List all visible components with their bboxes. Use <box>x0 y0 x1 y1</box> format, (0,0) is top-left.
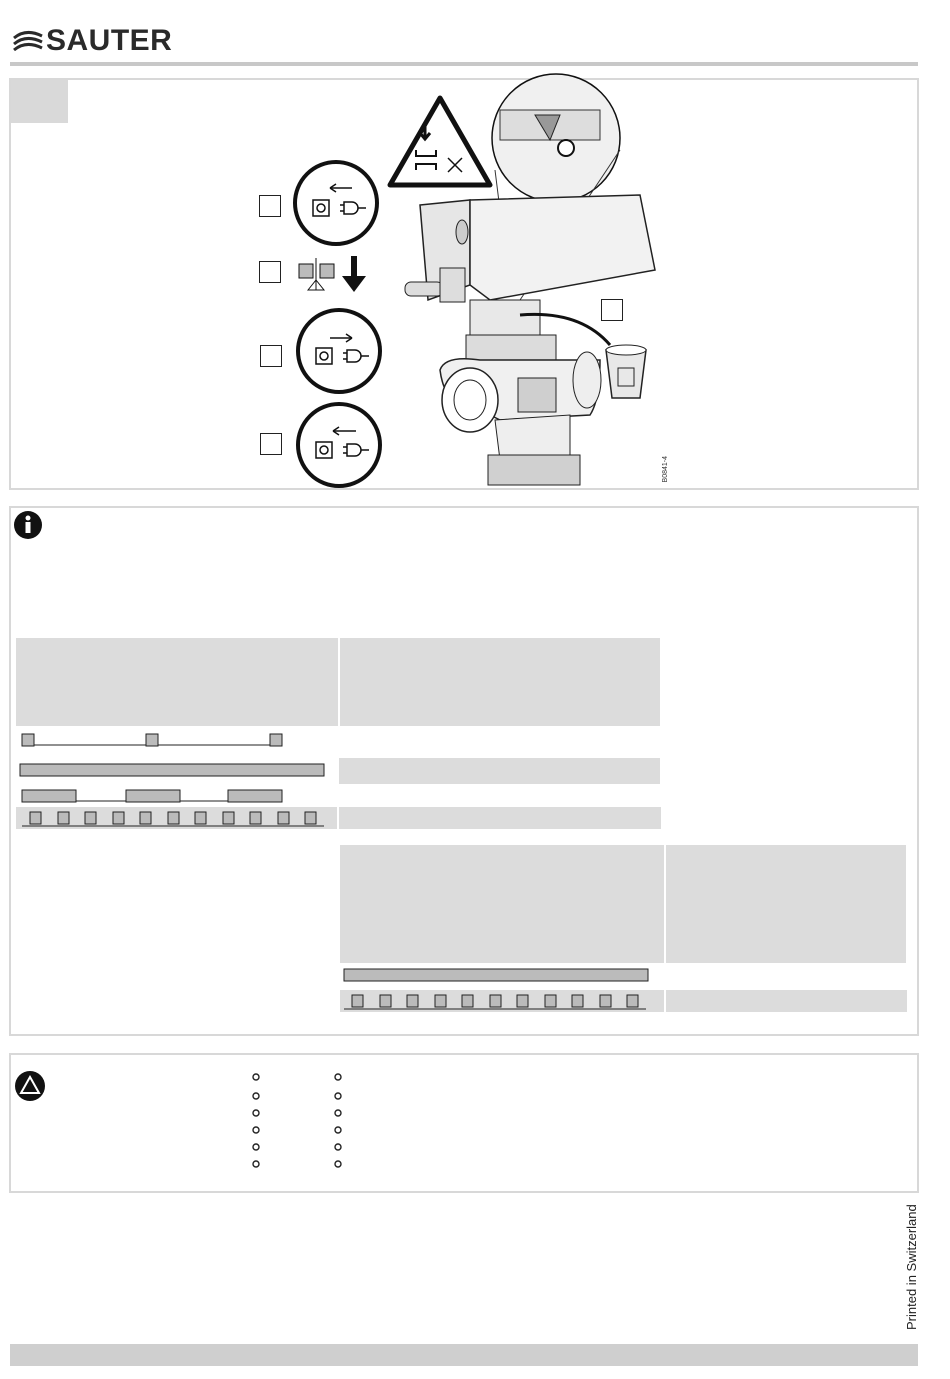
footer-bar <box>10 1344 918 1366</box>
recycling-symbol-columns <box>248 1068 358 1180</box>
table2-header-left <box>340 845 664 963</box>
plug-in-icon <box>298 310 380 392</box>
printed-in-note: Printed in Switzerland <box>904 1204 919 1330</box>
recycling-icon <box>14 1070 46 1102</box>
table1-header-left <box>16 638 338 726</box>
info-icon <box>12 509 44 541</box>
table2-header-right <box>666 845 906 963</box>
remove-actuator-icon <box>299 256 366 292</box>
brand-name: SAUTER <box>46 24 173 57</box>
unplug-again-icon <box>298 404 380 486</box>
valve-coupling <box>466 300 610 360</box>
timing-diagram-table2 <box>340 964 907 1014</box>
waste-bin-icon <box>606 345 646 398</box>
figure-code: B0841-4 <box>662 456 669 483</box>
valve-body <box>440 352 601 485</box>
warning-triangle-icon <box>390 98 490 185</box>
unplug-icon <box>295 162 377 244</box>
table1-header-right <box>340 638 660 726</box>
installation-illustration <box>0 0 950 500</box>
actuator-body <box>405 195 655 302</box>
recycling-panel <box>9 1053 919 1193</box>
timing-diagram-table1 <box>16 730 661 830</box>
